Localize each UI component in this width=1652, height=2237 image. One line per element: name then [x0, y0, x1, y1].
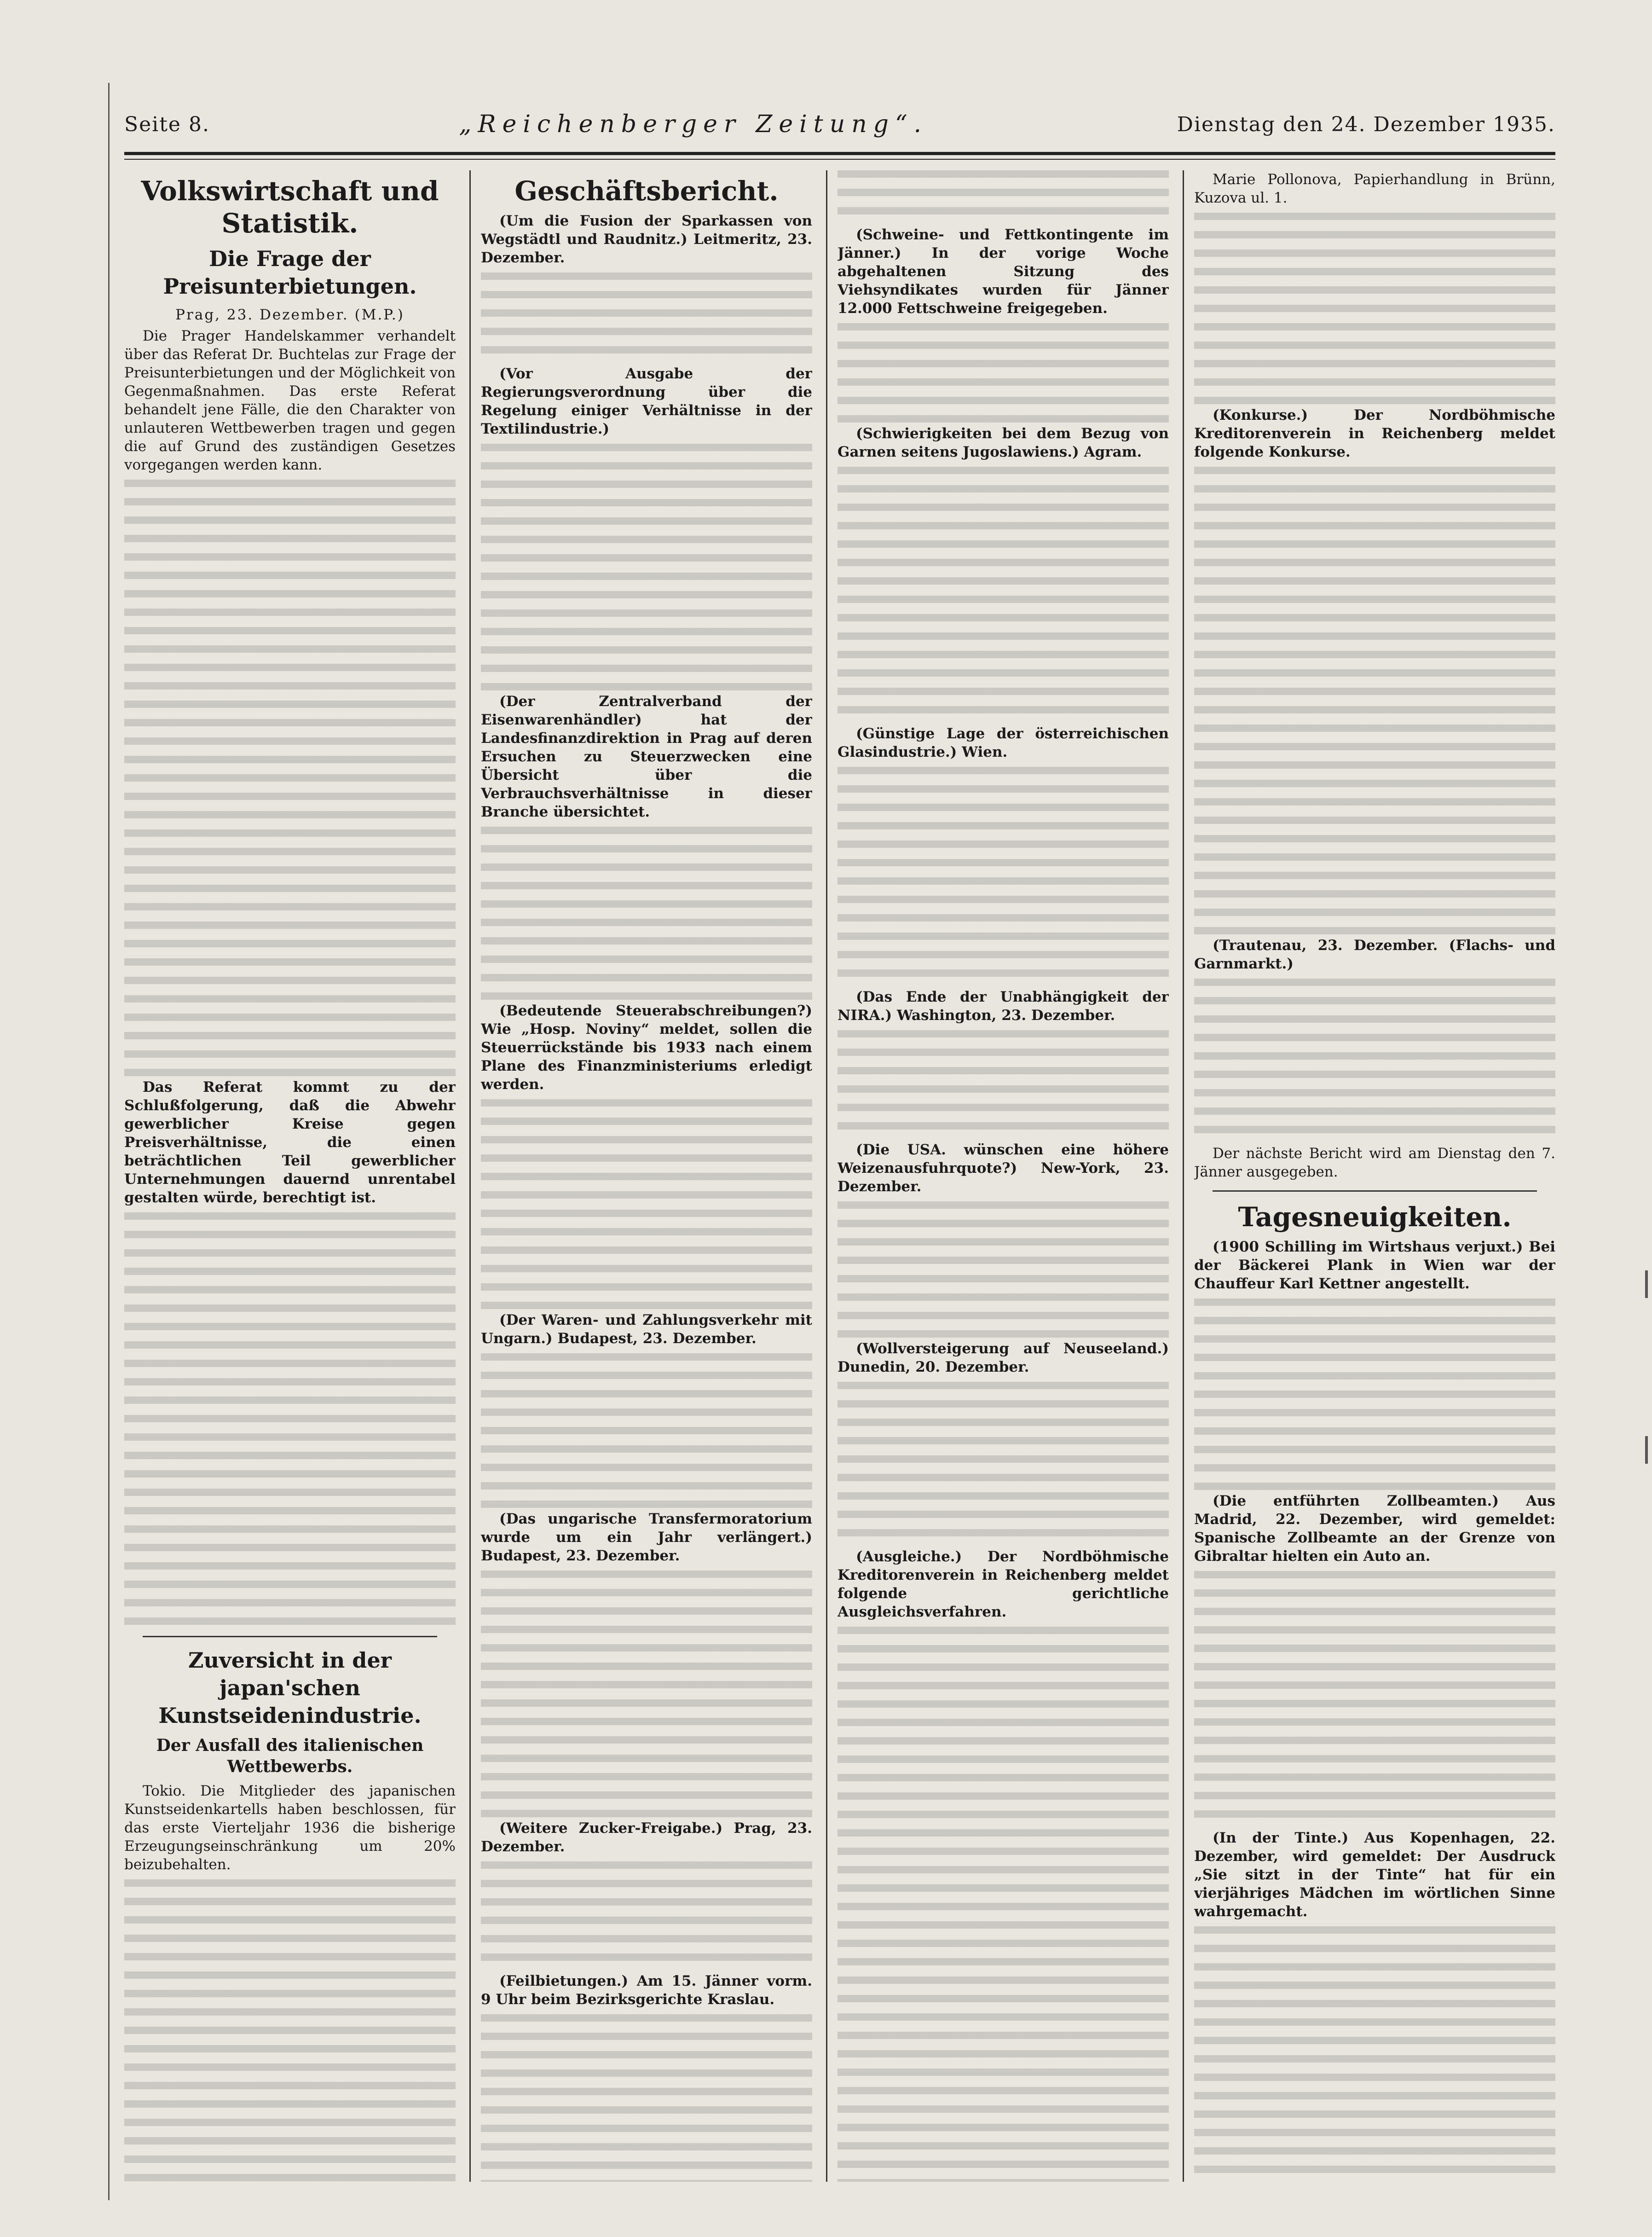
article-text-block [838, 323, 1169, 424]
news-item: (Schweine- und Fettkontingente im Jänner.) In der vorige Woche abgehaltenen Sitzung des Viehsyndikates wurden für Jänner 12.000 Fettschweine freigegeben. [838, 226, 1169, 317]
news-item: (Um die Fusion der Sparkassen von Wegstädtl und Raudnitz.) Leitmeritz, 23. Dezember. [481, 213, 812, 266]
article-text-block [124, 480, 456, 1078]
article-text-block [1194, 1298, 1555, 1492]
binding-mark [1645, 1270, 1648, 1298]
news-item: (Die USA. wünschen eine höhere Weizenausfuhrquote?) New-York, 23. Dezember. [838, 1142, 1169, 1195]
article-text-block [838, 767, 1169, 988]
column-2 [481, 170, 812, 2182]
article-title: Zuversicht in der japan'schen Kunstseidenindustrie. [158, 1648, 422, 1728]
news-item: (Weitere Zucker-Freigabe.) Prag, 23. Dezember. [481, 1820, 812, 1855]
article-text-block [838, 170, 1169, 226]
article-text-block [481, 827, 812, 1002]
news-item: Marie Pollonova, Papierhandlung in Brünn, Kuzova ul. 1. [1194, 171, 1555, 206]
article-text-block [481, 1861, 812, 1972]
news-item: Der nächste Bericht wird am Dienstag den 7. Jänner ausgegeben. [1194, 1145, 1555, 1180]
issue-date: Dienstag den 24. Dezember 1935. [1177, 112, 1555, 136]
column-1 [124, 170, 456, 2182]
section-heading-business: Geschäftsbericht. [514, 175, 779, 207]
news-item: (Vor Ausgabe der Regierungsverordnung über die Regelung einiger Verhältnisse in der Textilindustrie.) [481, 365, 812, 437]
article-text-block [481, 1571, 812, 1819]
article-separator [143, 1636, 437, 1637]
news-item: (Konkurse.) Der Nordböhmische Kreditorenverein in Reichenberg meldet folgende Konkurse. [1194, 407, 1555, 460]
news-item: (Das ungarische Transfermoratorium wurde um ein Jahr verlängert.) Budapest, 23. Dezember. [481, 1511, 812, 1564]
news-item: (Die entführten Zollbeamten.) Aus Madrid, 22. Dezember, wird gemeldet: Spanische Zollbeamte an der Grenze von Gibraltar hielten ein Auto an. [1194, 1493, 1555, 1565]
article-title: Die Frage der Preisunterbietungen. [163, 246, 417, 299]
article-paragraph: Tokio. Die Mitglieder des japanischen Kunstseidenkartells haben beschlossen, für das erste Vierteljahr 1936 die bisherige Erzeugungseinschränkung um 20% beizubehalten. [124, 1783, 456, 1873]
article-text-block [1194, 467, 1555, 936]
article-text-block [481, 444, 812, 692]
article-text-block [124, 1879, 456, 2182]
header-rule-thin [124, 159, 1555, 160]
article-text-block [481, 1099, 812, 1311]
column-divider [469, 170, 471, 2182]
article-text-block [838, 1030, 1169, 1141]
news-item: (In der Tinte.) Aus Kopenhagen, 22. Dezember, wird gemeldet: Der Ausdruck „Sie sitzt in der Tinte“ hat für ein vierjähriges Mädchen im wörtlichen Sinne wahrgemacht. [1194, 1830, 1555, 1920]
article-text-block [1194, 979, 1555, 1144]
article-subtitle: Der Ausfall des italienischen Wettbewerbs. [156, 1736, 424, 1776]
news-item: (Der Waren- und Zahlungsverkehr mit Ungarn.) Budapest, 23. Dezember. [481, 1312, 812, 1347]
article-text-block [124, 1212, 456, 1627]
page-number: Seite 8. [124, 112, 210, 136]
news-item: (Ausgleiche.) Der Nordböhmische Kreditorenverein in Reichenberg meldet folgende gerichtliche Ausgleichsverfahren. [838, 1548, 1169, 1620]
column-3 [838, 170, 1169, 2182]
news-item: (Trautenau, 23. Dezember. (Flachs- und Garnmarkt.) [1194, 937, 1555, 972]
newspaper-title: „Reichenberger Zeitung“. [459, 110, 928, 138]
article-text-block [1194, 1571, 1555, 1829]
article-text-block [481, 1353, 812, 1510]
news-item: (1900 Schilling im Wirtshaus verjuxt.) Bei der Bäckerei Plank in Wien war der Chauffeur Karl Kettner angestellt. [1194, 1239, 1555, 1292]
news-item: (Wollversteigerung auf Neuseeland.) Dunedin, 20. Dezember. [838, 1340, 1169, 1375]
column-divider [826, 170, 827, 2182]
article-text-block [481, 272, 812, 365]
article-text-block [1194, 213, 1555, 406]
news-item: (Das Ende der Unabhängigkeit der NIRA.) Washington, 23. Dezember. [838, 989, 1169, 1024]
binding-mark [1645, 1436, 1648, 1464]
section-heading-economy: Volkswirtschaft und Statistik. [141, 175, 439, 239]
article-text-block [838, 467, 1169, 724]
section-heading-daily-news: Tagesneuigkeiten. [1238, 1201, 1512, 1233]
page-header [124, 97, 1555, 152]
column-4 [1194, 170, 1555, 2182]
article-paragraph: Das Referat kommt zu der Schlußfolgerung, daß die Abwehr gewerblicher Kreise gegen Preisverhältnisse, die einen beträchtlichen Teil gewerblicher Unternehmungen dauernd unrentabel gestalten würde, berechtigt ist. [124, 1079, 456, 1206]
article-text-block [1194, 1926, 1555, 2182]
header-rule [124, 152, 1555, 155]
article-separator [1213, 1190, 1537, 1192]
article-text-block [481, 2014, 812, 2182]
news-item: (Schwierigkeiten bei dem Bezug von Garnen seitens Jugoslawiens.) Agram. [838, 425, 1169, 460]
column-divider [1183, 170, 1184, 2182]
news-item: (Der Zentralverband der Eisenwarenhändler) hat der Landesfinanzdirektion in Prag auf deren Ersuchen zu Steuerzwecken eine Übersicht über die Verbrauchsverhältnisse in dieser Branche übersichtet. [481, 693, 812, 820]
article-text-block [838, 1382, 1169, 1547]
news-item: (Bedeutende Steuerabschreibungen?) Wie „Hosp. Noviny“ meldet, sollen die Steuerrückstände bis 1933 nach einem Plane des Finanzministeriums erledigt werden. [481, 1003, 812, 1093]
dateline: Prag, 23. Dezember. (M.P.) [175, 307, 404, 323]
news-item: (Feilbietungen.) Am 15. Jänner vorm. 9 Uhr beim Bezirksgerichte Kraslau. [481, 1973, 812, 2008]
news-item: (Günstige Lage der österreichischen Glasindustrie.) Wien. [838, 725, 1169, 760]
article-paragraph: Die Prager Handelskammer verhandelt über das Referat Dr. Buchtelas zur Frage der Preisunterbietungen und der Möglichkeit von Gegenmaßnahmen. Das erste Referat behandelt jene Fälle, die den Charakter von unlauteren Wettbewerben tragen und gegen die auf Grund des zuständigen Gesetzes vorgegangen werden kann. [124, 328, 456, 473]
article-text-block [838, 1627, 1169, 2182]
article-text-block [838, 1201, 1169, 1339]
